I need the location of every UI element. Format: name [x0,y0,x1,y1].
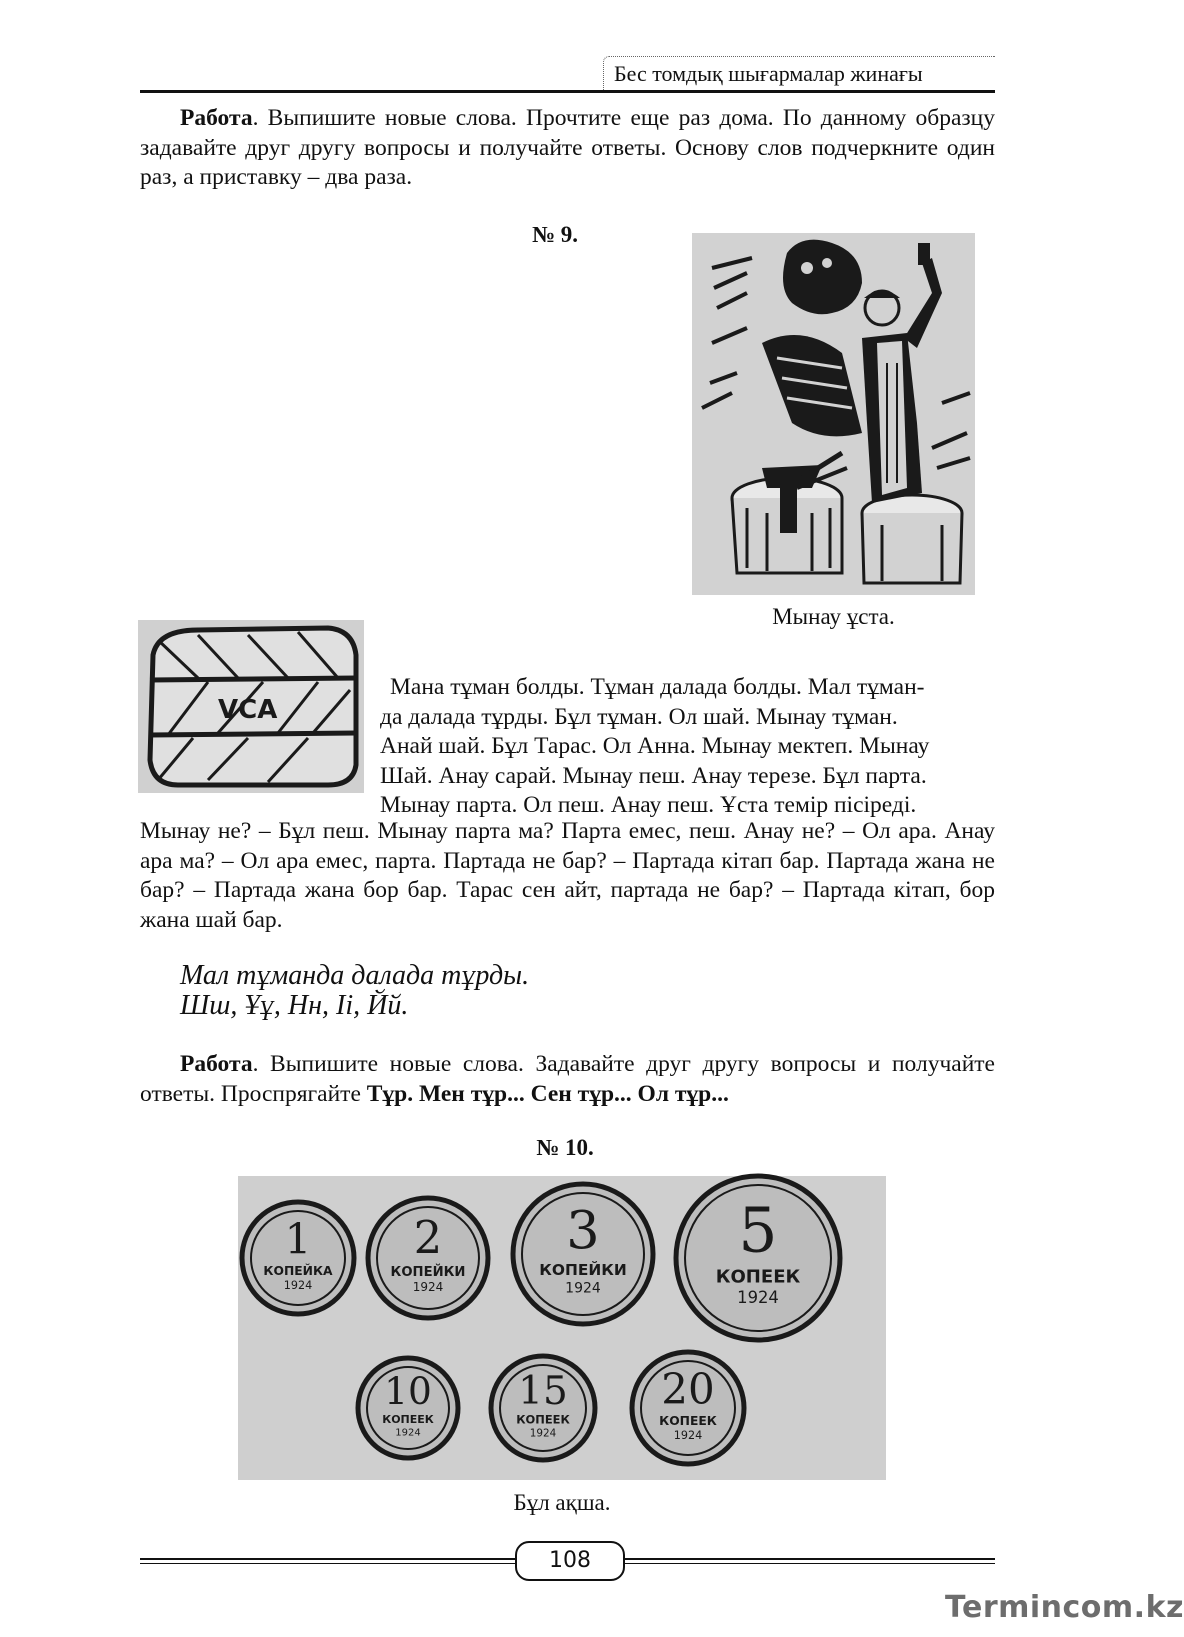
coin-denomination: КОПЕЕК [516,1412,570,1427]
coin-year: 1924 [673,1428,703,1442]
wrap-line: Мана тұман болды. Тұман далада болды. Мал тұман- [390,674,925,700]
exercise-10-number: № 10. [536,1135,594,1160]
crate-drawing [138,620,364,793]
coin-denomination: КОПЕЙКИ [390,1265,466,1280]
instruction-text-1: . Выпишите новые слова. Прочтите еще раз дома. По данному образцу задавайте друг другу вопросы и получайте ответы. Основу слов подчеркните один раз, а приставку – два раза. [140,105,995,190]
coin-value: 2 [413,1211,443,1265]
coin-value: 10 [384,1369,432,1413]
instruction-lead-1: Работа [180,105,253,131]
instruction-lead-2: Работа [180,1051,253,1077]
coin-value: 1 [284,1214,312,1264]
coin-denomination: КОПЕЕК [715,1266,801,1288]
coin [676,1176,840,1340]
coin-year: 1924 [395,1427,421,1439]
coins-caption: Бұл ақша. [513,1490,611,1515]
wrap-line: да далада тұрды. Бұл тұман. Ол шай. Мынау тұман. [380,703,898,730]
page-number: 108 [515,1541,625,1581]
exercise-9-text: Мынау не? – Бұл пеш. Мынау парта ма? Парта емес, пеш. Анау не? – Ол ара. Анау ара ма? – Ол ара емес, парта. Партада не бар? – Партада кітап бар. Партада жана не бар? – Партада жана бор бар. Тарас сен айт, партада не бар? – Партада кітап, бор жана шай бар. [140,818,995,933]
footer-rule-left [140,1558,515,1560]
coins-illustration [238,1176,886,1480]
footer-rule-left-thin [140,1563,515,1564]
header-rule [140,90,995,93]
crate-illustration [138,620,364,793]
blacksmith-drawing [692,233,975,595]
coin-year: 1924 [565,1280,601,1297]
instruction-paragraph-1 [140,104,995,193]
coin-year: 1924 [529,1427,557,1440]
coin [632,1352,744,1464]
instruction-paragraph-2 [140,1050,995,1109]
coin [513,1184,653,1324]
coin-year: 1924 [283,1278,313,1292]
coin-year: 1924 [412,1280,444,1294]
exercise-9-wrapped-text [380,673,995,821]
instruction-text-2: . Выпишите новые слова. Задавайте друг другу вопросы и получайте ответы. Проспрягайте [140,1051,995,1107]
coin-value: 20 [661,1364,715,1414]
coin [491,1356,595,1460]
coin-year: 1924 [737,1288,779,1308]
coins-drawing [238,1176,886,1480]
coin-denomination: КОПЕЙКИ [539,1261,627,1279]
blacksmith-illustration [692,233,975,595]
footer-rule-right-thin [621,1563,995,1564]
wrap-line: Шай. Анау сарай. Мынау пеш. Анау терезе. Бұл парта. [380,762,927,789]
coin-value: 3 [566,1200,600,1262]
coin [368,1198,488,1318]
conjugation-example: Тұр. Мен тұр... Сен тұр... Ол тұр... [366,1080,729,1107]
coin-value: 15 [518,1368,568,1414]
watermark: Termincom.kz [945,1590,1184,1625]
exercise-9-number: № 9. [531,222,579,247]
wrap-line: Мынау парта. Ол пеш. Анау пеш. Ұста темір пісіреді. [380,792,917,818]
italic-letters: Шш, Ұұ, Нн, Іі, Йй. [180,990,409,1021]
coin-denomination: КОПЕЕК [382,1413,434,1426]
coin-denomination: КОПЕЕК [659,1413,717,1428]
coin [242,1202,354,1314]
coin [358,1358,458,1458]
blacksmith-caption: Мынау ұста. [772,604,895,629]
running-header: Бес томдық шығармалар жинағы [603,56,995,90]
coin-denomination: КОПЕЙКА [263,1263,333,1278]
italic-sentence: Мал тұманда далада тұрды. [180,960,530,991]
wrap-line: Анай шай. Бұл Тарас. Ол Анна. Мынау мектеп. Мынау [380,733,930,759]
svg-text:VCA: VCA [218,695,278,725]
footer-rule-right [621,1558,995,1560]
coin-value: 5 [738,1194,778,1267]
